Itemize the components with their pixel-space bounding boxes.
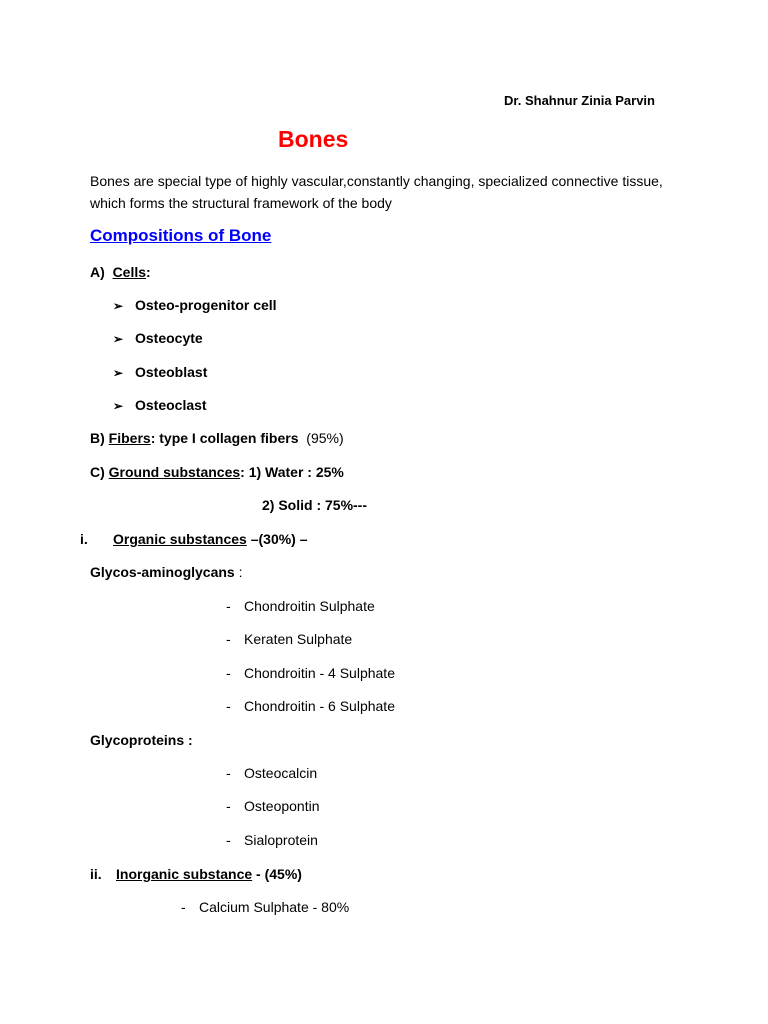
glycoprotein-item-0: Osteocalcin	[244, 765, 318, 781]
cells-heading	[90, 264, 151, 280]
arrow-bullet-icon: ➢	[113, 399, 124, 413]
list-item	[226, 698, 395, 714]
dash-bullet: -	[226, 631, 231, 647]
dash-bullet: -	[226, 665, 231, 681]
gag-item-2: Chondroitin - 4 Sulphate	[244, 665, 395, 681]
list-item	[226, 598, 375, 614]
ground-label: Ground substances	[108, 464, 241, 480]
page-title: Bones	[278, 126, 349, 152]
cells-label: Cells	[112, 264, 147, 280]
gag-heading	[90, 564, 243, 580]
gag-item-3: Chondroitin - 6 Sulphate	[244, 698, 395, 714]
dash-bullet: -	[226, 832, 231, 848]
fibers-line	[90, 430, 344, 446]
ground-line-1	[90, 464, 344, 480]
fibers-label: Fibers	[108, 430, 151, 446]
fibers-text: : type I collagen fibers	[150, 430, 299, 446]
organic-heading	[113, 531, 308, 547]
list-item	[113, 330, 203, 346]
dash-bullet: -	[226, 698, 231, 714]
list-item	[113, 297, 277, 313]
organic-suffix: –(30%) –	[246, 531, 308, 547]
dash-bullet: -	[181, 899, 186, 915]
list-item	[226, 765, 317, 781]
arrow-bullet-icon: ➢	[113, 366, 124, 380]
inorganic-item-0: Calcium Sulphate - 80%	[199, 899, 350, 915]
section-heading: Compositions of Bone	[90, 226, 272, 245]
inorganic-heading	[116, 866, 302, 882]
cells-colon: :	[146, 264, 151, 280]
gag-label: Glycos-aminoglycans	[90, 564, 235, 580]
list-item	[226, 631, 352, 647]
cell-item-2: Osteoblast	[135, 364, 208, 380]
ground-prefix: C)	[90, 464, 105, 480]
glycoproteins-heading: Glycoproteins :	[90, 732, 193, 748]
list-item	[113, 397, 207, 413]
ground-solid: 2) Solid : 75%---	[262, 497, 368, 513]
gag-item-1: Keraten Sulphate	[244, 631, 353, 647]
list-item	[113, 364, 207, 380]
inorganic-numeral: ii.	[90, 866, 102, 882]
organic-numeral: i.	[80, 531, 88, 547]
cell-item-0: Osteo-progenitor cell	[135, 297, 277, 313]
list-item	[226, 798, 320, 814]
intro-paragraph: Bones are special type of highly vascular,constantly changing, specialized connective tissue, which forms the structural framework of the body	[90, 173, 663, 211]
dash-bullet: -	[226, 598, 231, 614]
organic-label: Organic substances	[113, 531, 247, 547]
glycoprotein-item-1: Osteopontin	[244, 798, 320, 814]
cell-item-1: Osteocyte	[135, 330, 203, 346]
cells-prefix: A)	[90, 264, 105, 280]
dash-bullet: -	[226, 798, 231, 814]
list-item	[226, 665, 395, 681]
author-name: Dr. Shahnur Zinia Parvin	[504, 93, 655, 108]
fibers-percent: (95%)	[306, 430, 344, 446]
list-item	[226, 832, 318, 848]
arrow-bullet-icon: ➢	[113, 299, 124, 313]
gag-item-0: Chondroitin Sulphate	[244, 598, 375, 614]
list-item	[181, 899, 349, 915]
ground-water: : 1) Water : 25%	[240, 464, 344, 480]
gag-colon: :	[234, 564, 243, 580]
arrow-bullet-icon: ➢	[113, 332, 124, 346]
inorganic-suffix: - (45%)	[252, 866, 302, 882]
dash-bullet: -	[226, 765, 231, 781]
inorganic-label: Inorganic substance	[116, 866, 253, 882]
cell-item-3: Osteoclast	[135, 397, 207, 413]
fibers-prefix: B)	[90, 430, 105, 446]
glycoprotein-item-2: Sialoprotein	[244, 832, 318, 848]
